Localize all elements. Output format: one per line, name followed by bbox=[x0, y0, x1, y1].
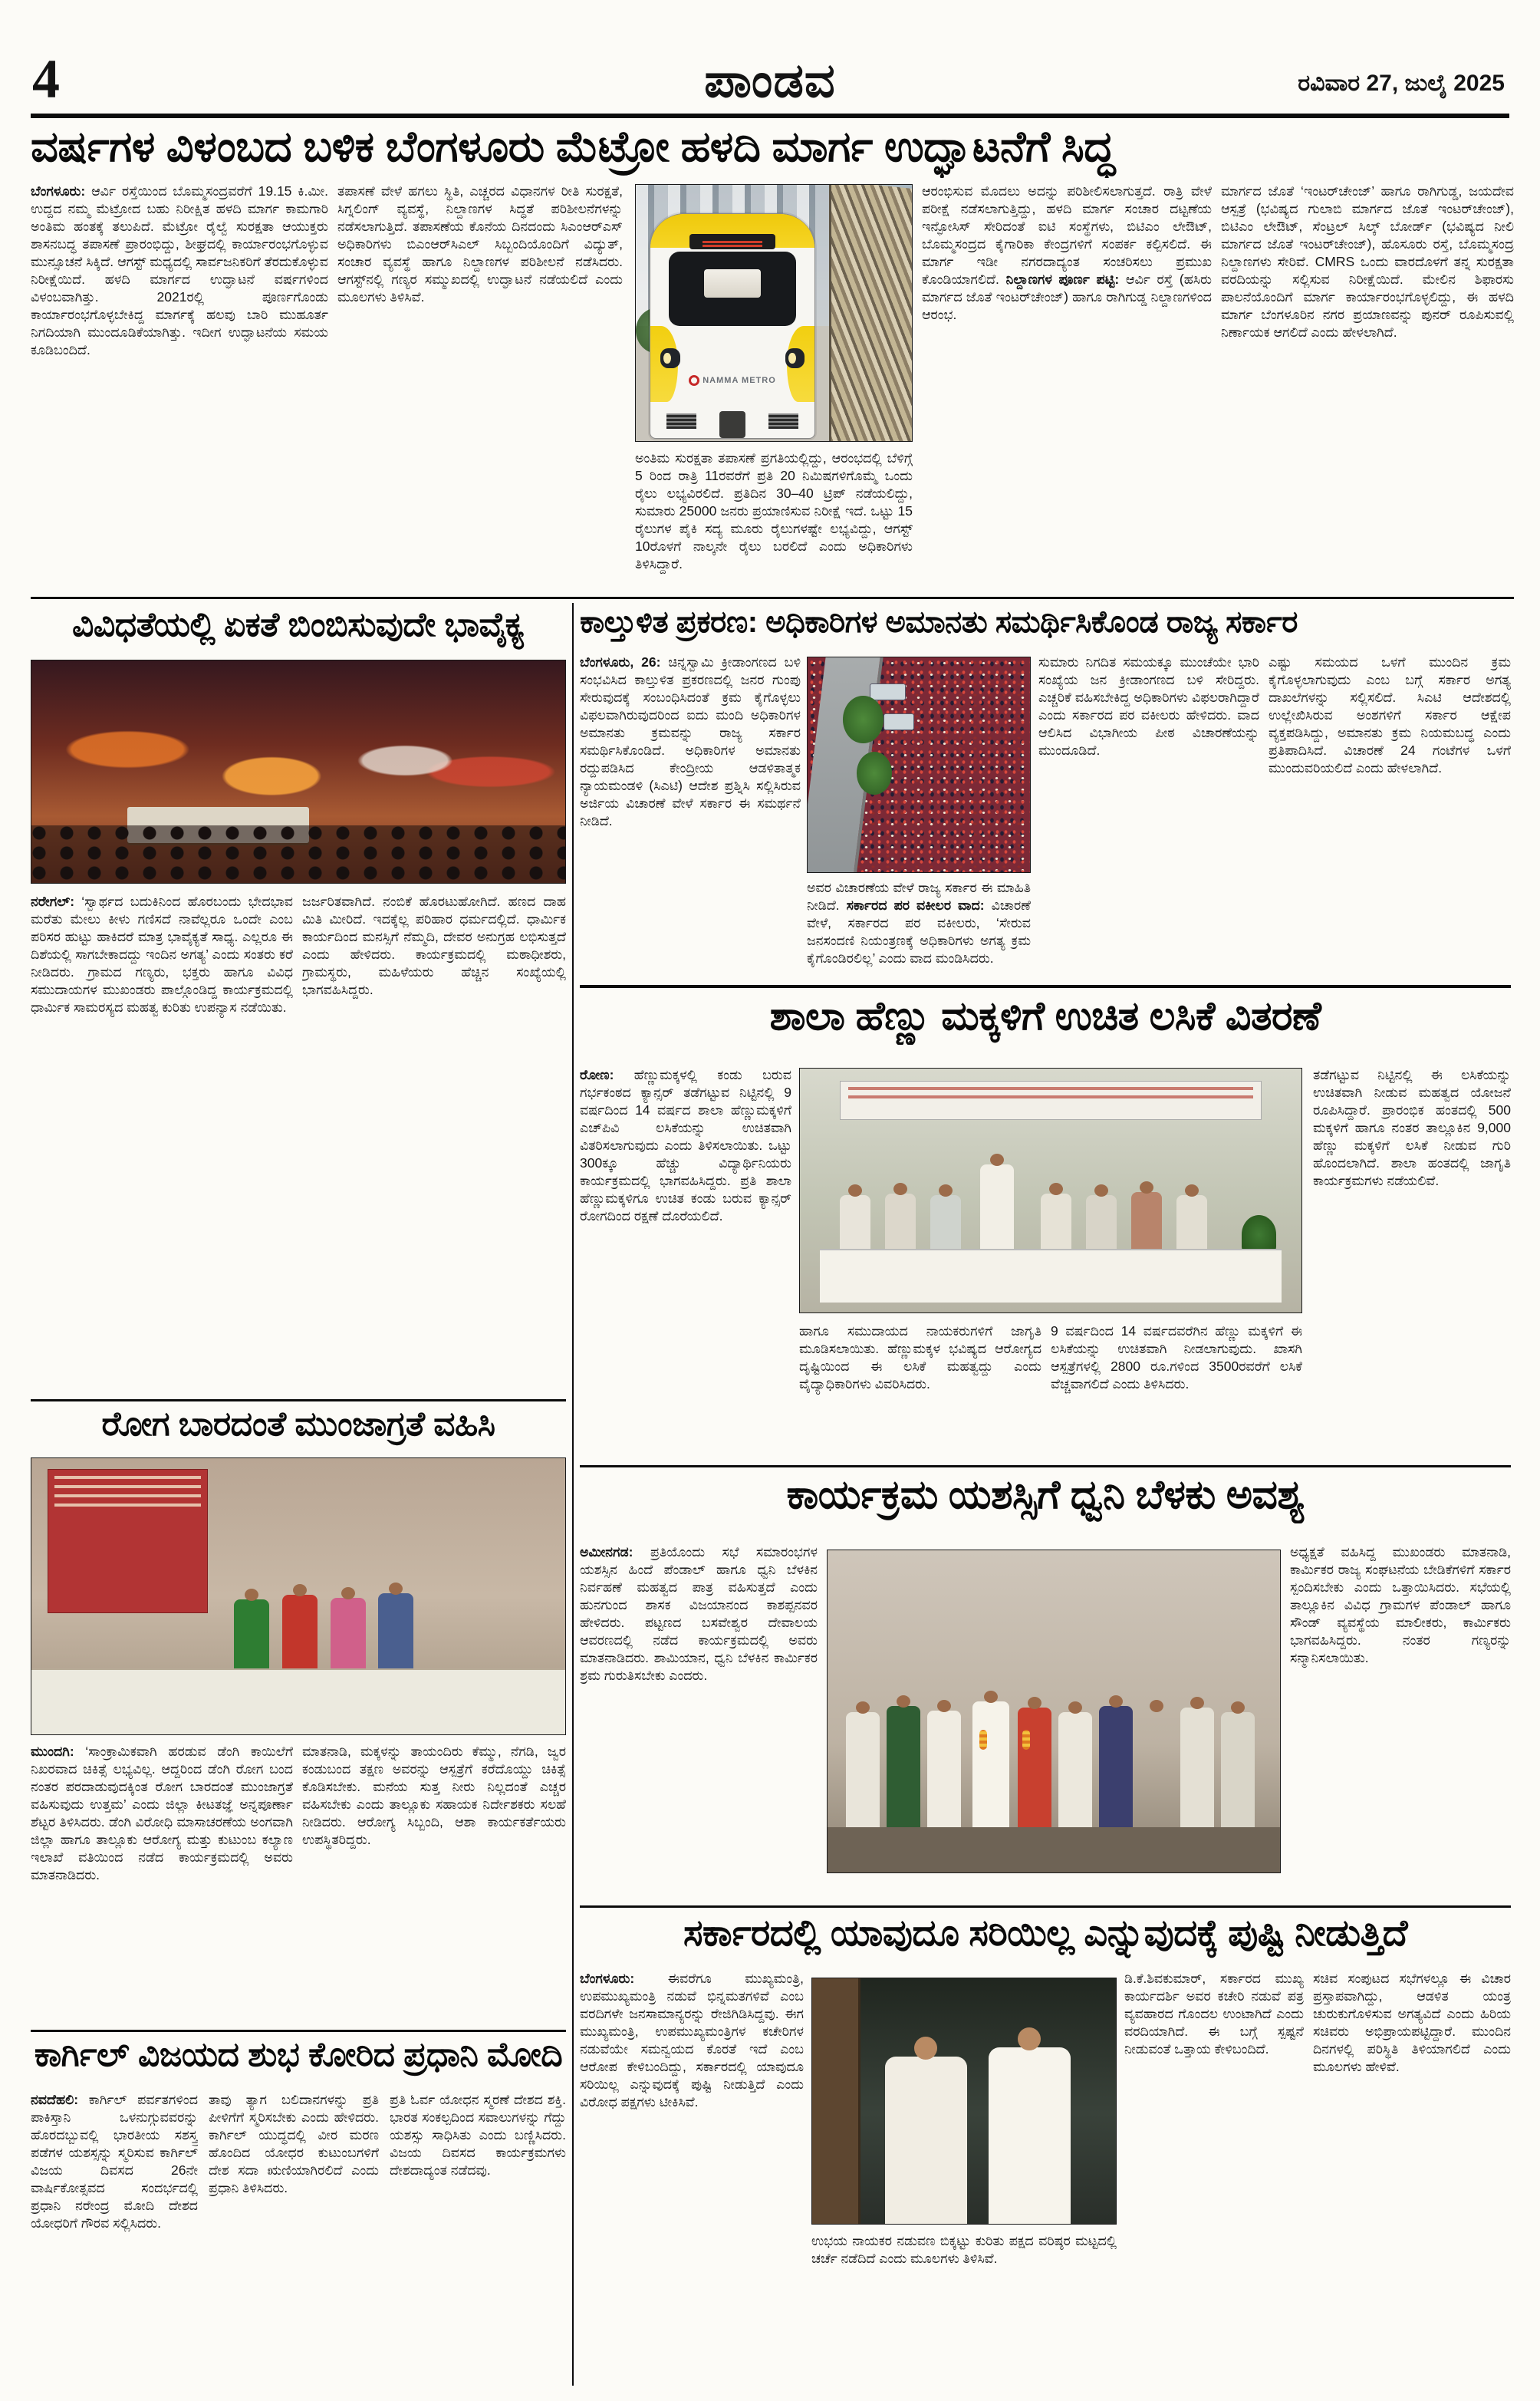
table-with-cloth bbox=[31, 1668, 565, 1734]
person-figure bbox=[846, 1712, 880, 1827]
government-leaders-photo bbox=[811, 1978, 1117, 2225]
yellow-metro-train bbox=[650, 213, 815, 439]
disease-col1: ಮುಂದಗಿ: ‘ಸಾಂಕ್ರಾಮಿಕವಾಗಿ ಹರಡುವ ಡೆಂಗಿ ಕಾಯಿಲೆಗೆ ನಿಖರವಾದ ಚಿಕಿತ್ಸೆ ಲಭ್ಯವಿಲ್ಲ. ಆದ್ದರಿಂದ ಡೆಂಗಿ ರೋಗ ಬಂದ ನಂತರ ಪರದಾಡುವುದಕ್ಕಿಂತ ರೋಗ ಬಾರದಂತೆ ಮುಂಜಾಗ್ರತೆ ವಹಿಸುವುದು ಉತ್ತಮ’ ಎಂದು ಜಿಲ್ಲಾ ಕೀಟತಜ್ಞೆ ಅನ್ನಪೂರ್ಣಾ ಶೆಟ್ಟರ ತಿಳಿಸಿದರು. ಡೆಂಗಿ ವಿರೋಧಿ ಮಾಸಾಚರಣೆಯ ಅಂಗವಾಗಿ ಜಿಲ್ಲಾ ಹಾಗೂ ತಾಲ್ಲೂಕು ಆರೋಗ್ಯ ಮತ್ತು ಕುಟುಂಬ ಕಲ್ಯಾಣ ಇಲಾಖೆ ವತಿಯಿಂದ ನಡೆದ ಕಾರ್ಯಕ್ರಮದಲ್ಲಿ ಅವರು ಮಾತನಾಡಿದರು. bbox=[31, 1744, 293, 1882]
person-figure bbox=[1221, 1712, 1255, 1827]
program-group-photo bbox=[827, 1550, 1281, 1873]
stampede-col3: ಸುಮಾರು ನಿಗದಿತ ಸಮಯಕ್ಕೂ ಮುಂಚೆಯೇ ಭಾರಿ ಸಂಖ್ಯೆಯ ಜನ ಕ್ರೀಡಾಂಗಣದ ಬಳಿ ಸೇರಿದ್ದರು. ಎಚ್ಚರಿಕೆ ವಹಿಸಬೇಕಿದ್ದ ಅಧಿಕಾರಿಗಳು ವಿಫಲರಾಗಿದ್ದಾರೆ ಎಂದು ಸರ್ಕಾರದ ಪರ ವಕೀಲರು ಹೇಳಿದರು. ವಾದ ಆಲಿಸಿದ ವಿಭಾಗೀಯ ಪೀಠ ವಿಚಾರಣೆಯನ್ನು ಮುಂದೂಡಿದೆ. bbox=[1038, 654, 1259, 758]
program-col1: ಅಮೀನಗಡ: ಪ್ರತಿಯೊಂದು ಸಭೆ ಸಮಾರಂಭಗಳ ಯಶಸ್ಸಿನ ಹಿಂದೆ ಪೆಂಡಾಲ್ ಹಾಗೂ ಧ್ವನಿ ಬೆಳಕಿನ ನಿರ್ವಹಣೆ ಮಹತ್ವದ ಪಾತ್ರ ವಹಿಸುತ್ತದೆ ಎಂದು ಹುನಗುಂದ ಶಾಸಕ ವಿಜಯಾನಂದ ಕಾಶಪ್ಪನವರ ಹೇಳಿದರು. ಪಟ್ಟಣದ ಬಸವೇಶ್ವರ ದೇವಾಲಯ ಆವರಣದಲ್ಲಿ ನಡೆದ ಕಾರ್ಯಕ್ರಮದಲ್ಲಿ ಅವರು ಮಾತನಾಡಿದರು. ಶಾಮಿಯಾನ, ಧ್ವನಿ ಬೆಳಕಿನ ಕಾರ್ಮಿಕರ ಶ್ರಮ ಗುರುತಿಸಬೇಕು ಎಂದರು. bbox=[580, 1544, 818, 1683]
rule-vaccine-program bbox=[580, 1465, 1511, 1467]
wooden-door bbox=[812, 1978, 860, 2224]
government-below-photo: ಉಭಯ ನಾಯಕರ ನಡುವಣ ಬಿಕ್ಕಟ್ಟು ಕುರಿತು ಪಕ್ಷದ ವರಿಷ್ಠರ ಮಟ್ಟದಲ್ಲಿ ಚರ್ಚೆ ನಡೆದಿದೆ ಎಂದು ಮೂಲಗಳು ತಿಳಿಸಿವೆ. bbox=[811, 2233, 1117, 2266]
masthead: ಪಾಂಡವ bbox=[704, 54, 836, 107]
audience-heads bbox=[31, 825, 565, 883]
tree bbox=[857, 752, 892, 795]
stampede-col2: ಅವರ ವಿಚಾರಣೆಯ ವೇಳೆ ರಾಜ್ಯ ಸರ್ಕಾರ ಈ ಮಾಹಿತಿ ನೀಡಿದೆ. ಸರ್ಕಾರದ ಪರ ವಕೀಲರ ವಾದ: ವಿಚಾರಣೆ ವೇಳೆ, ಸರ್ಕಾರದ ಪರ ವಕೀಲರು, ‘ಸೇರುವ ಜನಸಂದಣಿ ನಿಯಂತ್ರಣಕ್ಕೆ ಅಧಿಕಾರಿಗಳು ಅಗತ್ಯ ಕ್ರಮ ಕೈಗೊಂಡಿರಲಿಲ್ಲ’ ಎಂದು ವಾದ ಮಂಡಿಸಿದರು. bbox=[807, 880, 1031, 966]
unity-headline: ವಿವಿಧತೆಯಲ್ಲಿ ಏಕತೆ ಬಿಂಬಿಸುವುದೇ ಭಾವೈಕ್ಯ bbox=[72, 608, 525, 644]
person-figure bbox=[887, 1706, 920, 1827]
lead-col5: ಮಾರ್ಗದ ಜೊತೆ ‘ಇಂಟರ್‌ಚೇಂಜ್’ ಹಾಗೂ ರಾಗಿಗುಡ್ಡ, ಜಯದೇವ ಆಸ್ಪತ್ರೆ (ಭವಿಷ್ಯದ ಗುಲಾಬಿ ಮಾರ್ಗದ ಜೊತೆ ಇಂಟರ್‌ಚೇಂಜ್), ಬಿಟಿಎಂ ಲೇಔಟ್, ಸೆಂಟ್ರಲ್ ಸಿಲ್ಕ್ ಬೋರ್ಡ್ (ಭವಿಷ್ಯದ ನೀಲಿ ಮಾರ್ಗದ ಜೊತೆ ಇಂಟರ್‌ಚೇಂಜ್), ಹೊಸೂರು ರಸ್ತೆ, ಬೊಮ್ಮಸಂದ್ರ ನಿಲ್ದಾಣಗಳು ಸೇರಿವೆ. CMRS ಒಂದು ವಾರದೊಳಗೆ ತನ್ನ ಸುರಕ್ಷತಾ ವರದಿಯನ್ನು ಸಲ್ಲಿಸುವ ನಿರೀಕ್ಷೆಯಿದೆ. ಮೇಲಿನ ಶಿಫಾರಸು ಪಾಲನೆಯೊಂದಿಗೆ ಮಾರ್ಗ ಕಾರ್ಯಾರಂಭಗೊಳ್ಳಲಿದ್ದು, ಈ ಹಳದಿ ಮಾರ್ಗ ಬೆಂಗಳೂರಿನ ನಗರ ಪ್ರಯಾಣವನ್ನು ಪುನರ್‌ ರೂಪಿಸುವಲ್ಲಿ ನಿರ್ಣಾಯಕ ಆಗಲಿದೆ ಎಂದು ಹೇಳಲಾಗಿದೆ. bbox=[1221, 183, 1514, 340]
train-coupler bbox=[719, 411, 745, 438]
person-figure bbox=[885, 1194, 916, 1249]
person-figure bbox=[840, 1195, 870, 1249]
header-rule bbox=[31, 114, 1509, 118]
lead-col1: ಬೆಂಗಳೂರು: ಆರ್ವಿ ರಸ್ತೆಯಿಂದ ಬೊಮ್ಮಸಂದ್ರವರೆಗೆ 19.15 ಕಿ.ಮೀ. ಉದ್ದದ ನಮ್ಮ ಮೆಟ್ರೋದ ಬಹು ನಿರೀಕ್ಷಿತ ಹಳದಿ ಮಾರ್ಗ ಕಾಮಗಾರಿ ಅಂತಿಮ ಹಂತಕ್ಕೆ ತಲುಪಿದೆ. ಮೆಟ್ರೋ ರೈಲ್ವೆ ಸುರಕ್ಷತಾ ಆಯುಕ್ತರು ಶಾಸನಬದ್ಧ ತಪಾಸಣೆ ಪ್ರಾರಂಭಿದ್ದು, ಶೀಘ್ರದಲ್ಲಿ ಕಾರ್ಯಾರಂಭಗೊಳ್ಳುವ ಮುನ್ಸೂಚನೆ ಸಿಕ್ಕಿದೆ. ಆಗಸ್ಟ್ ಮಧ್ಯದಲ್ಲಿ ಸಾರ್ವಜನಿಕರಿಗೆ ತೆರದುಕೊಳ್ಳುವ ನಿರೀಕ್ಷೆಯಿದೆ. ಹಳದಿ ಮಾರ್ಗದ ಉದ್ಘಾಟನೆ ವರ್ಷಗಳಿಂದ ವಿಳಂಬವಾಗಿತ್ತು. 2021ರಲ್ಲಿ ಪೂರ್ಣಗೊಂಡು ಕಾರ್ಯಾರಂಭಗೊಳ್ಳಬೇಕಿದ್ದ ಮಾರ್ಗಕ್ಕೆ ಹಲವು ಬಾರಿ ಮುಹೂರ್ತ ನಿಗದಿಯಾಗಿ ಮುಂದೂಡಿಕೆಯಾಗಿತ್ತು. ಇದೀಗ ಉದ್ಘಾಟನೆಯ ಸಮಯ ಕೂಡಿಬಂದಿದೆ. bbox=[31, 183, 328, 357]
deputy-cm-figure bbox=[989, 2047, 1071, 2224]
government-col1: ಬೆಂಗಳೂರು: ಈವರೆಗೂ ಮುಖ್ಯಮಂತ್ರಿ, ಉಪಮುಖ್ಯಮಂತ್ರಿ ನಡುವೆ ಭಿನ್ನಮತಗಳಿವೆ ಎಂಬ ವರದಿಗಳೇ ಜನಸಾಮಾನ್ಯರನ್ನು ರೇಜಿಗಿಡಿಸಿದ್ದವು. ಈಗ ಮುಖ್ಯಮಂತ್ರಿ, ಉಪಮುಖ್ಯಮಂತ್ರಿಗಳ ಕಚೇರಿಗಳ ನಡುವೆಯೇ ಸಮನ್ವಯದ ಕೊರತೆ ಇದೆ ಎಂಬ ಆರೋಪ ಕೇಳಿಬಂದಿದ್ದು, ಸರ್ಕಾರದಲ್ಲಿ ಯಾವುದೂ ಸರಿಯಿಲ್ಲ ಎನ್ನುವುದಕ್ಕೆ ಪುಷ್ಟಿ ನೀಡುತ್ತಿದೆ ಎಂದು ವಿರೋಧ ಪಕ್ಷಗಳು ಟೀಕಿಸಿವೆ. bbox=[580, 1971, 804, 2110]
page-number: 4 bbox=[32, 48, 60, 110]
program-banner bbox=[840, 1081, 1261, 1120]
person-figure bbox=[378, 1593, 413, 1668]
lead-col2: ತಪಾಸಣೆ ವೇಳೆ ಹಗಲು ಸ್ಥಿತಿ, ಎಚ್ಚರದ ವಿಧಾನಗಳ ರೀತಿ ಸುರಕ್ಷತೆ, ಸಿಗ್ನಲಿಂಗ್ ವ್ಯವಸ್ಥೆ, ನಿಲ್ದಾಣಗಳ ಸಿದ್ಧತೆ ಪರಿಶೀಲನೆಗಳನ್ನು ನಡೆಸಲಾಗುತ್ತಿದೆ. ತಪಾಸಣೆಯ ಕೊನೆಯ ದಿನದಂದು ಸಿಎಂಆರ್‌ಎಸ್ ಅಧಿಕಾರಿಗಳು ಬಿಎಂಆರ್‌ಸಿಎಲ್ ಸಿಬ್ಬಂದಿಯೊಂದಿಗೆ ವಿದ್ಯುತ್, ಸಂಚಾರ ವ್ಯವಸ್ಥೆ ಹಾಗೂ ನಿಲ್ದಾಣಗಳ ಪರಿಶೀಲನೆ ನಡೆಸಿದರು. ಆಗಸ್ಟ್‌ನಲ್ಲಿ ಗಣ್ಯರ ಸಮ್ಮುಖದಲ್ಲಿ ಉದ್ಘಾಟನೆ ನಡೆಯಲಿದೆ ಎಂದು ಮೂಲಗಳು ತಿಳಿಸಿವೆ. bbox=[337, 183, 623, 305]
headlight-right bbox=[785, 348, 805, 368]
person-figure bbox=[331, 1598, 366, 1668]
stampede-col4: ಎಷ್ಟು ಸಮಯದ ಒಳಗೆ ಮುಂದಿನ ಕ್ರಮ ಕೈಗೊಳ್ಳಲಾಗುವುದು ಎಂಬ ಬಗ್ಗೆ ಸರ್ಕಾರ ಅಗತ್ಯ ದಾಖಲೆಗಳನ್ನು ಸಲ್ಲಿಸಲಿದೆ. ಸಿಎಟಿ ಆದೇಶದಲ್ಲಿ ಉಲ್ಲೇಖಿಸಿರುವ ಅಂಶಗಳಿಗೆ ಸರ್ಕಾರ ಆಕ್ಷೇಪ ವ್ಯಕ್ತಪಡಿಸಿದ್ದು, ಅಮಾನತು ಕ್ರಮ ನಿಯಮಬದ್ಧ ಎಂದು ಪ್ರತಿಪಾದಿಸಿದೆ. ವಿಚಾರಣೆ 24 ಗಂಟೆಗಳ ಒಳಗೆ ಮುಂದುವರಿಯಲಿದೆ ಎಂದು ಹೇಳಲಾಗಿದೆ. bbox=[1269, 654, 1511, 776]
person-figure bbox=[1041, 1194, 1071, 1249]
stampede-crowd-photo bbox=[807, 657, 1031, 873]
train-windshield bbox=[669, 252, 797, 325]
dateline: ಬೆಂಗಳೂರು: bbox=[31, 183, 86, 199]
garland bbox=[1022, 1730, 1030, 1750]
lead-headline: ವರ್ಷಗಳ ವಿಳಂಬದ ಬಳಿಕ ಬೆಂಗಳೂರು ಮೆಟ್ರೋ ಹಳದಿ ಮಾರ್ಗ ಉದ್ಘಾಟನೆಗೆ ಸಿದ್ಧ bbox=[31, 124, 1115, 170]
cab-window bbox=[704, 269, 760, 298]
floor bbox=[828, 1827, 1280, 1872]
lead-col3: ಅಂತಿಮ ಸುರಕ್ಷತಾ ತಪಾಸಣೆ ಪ್ರಗತಿಯಲ್ಲಿದ್ದು, ಆರಂಭದಲ್ಲಿ ಬೆಳಿಗ್ಗೆ 5 ರಿಂದ ರಾತ್ರಿ 11ರವರೆಗೆ ಪ್ರತಿ 20 ನಿಮಿಷಗಳಿಗೊಮ್ಮೆ ಒಂದು ರೈಲು ಲಭ್ಯವಿರಲಿದೆ. ಪ್ರತಿದಿನ 30–40 ಟ್ರಿಪ್ ನಡೆಯಲಿದ್ದು, ಸುಮಾರು 25000 ಜನರು ಪ್ರಯಾಣಿಸುವ ನಿರೀಕ್ಷೆ ಇದೆ. ಒಟ್ಟು 15 ರೈಲುಗಳ ಪೈಕಿ ಸದ್ಯ ಮೂರು ರೈಲುಗಳಷ್ಟೇ ಲಭ್ಯವಿದ್ದು, ಆಗಸ್ಟ್ 10ರೊಳಗೆ ನಾಲ್ಕನೇ ರೈಲು ಬರಲಿದೆ ಎಂದು ಅಧಿಕಾರಿಗಳು ತಿಳಿಸಿದ್ದಾರೆ. bbox=[635, 450, 913, 571]
vaccine-mid1: ಹಾಗೂ ಸಮುದಾಯದ ನಾಯಕರುಗಳಿಗೆ ಜಾಗೃತಿ ಮೂಡಿಸಲಾಯಿತು. ಹೆಣ್ಣುಮಕ್ಕಳ ಭವಿಷ್ಯದ ಆರೋಗ್ಯದ ದೃಷ್ಟಿಯಿಂದ ಈ ಲಸಿಕೆ ಮಹತ್ವದ್ದು ಎಂದು ವೈದ್ಯಾಧಿಕಾರಿಗಳು ವಿವರಿಸಿದರು. bbox=[799, 1323, 1041, 1392]
namma-metro-logo: NAMMA METRO bbox=[650, 375, 814, 386]
person-figure bbox=[927, 1711, 961, 1827]
train-grill-left bbox=[666, 413, 696, 429]
person-figure bbox=[234, 1599, 269, 1668]
person-figure bbox=[1176, 1195, 1207, 1249]
metro-viaduct-track bbox=[829, 184, 913, 442]
kargil-col2: ತಾವು ತ್ಯಾಗ ಬಲಿದಾನಗಳನ್ನು ಪ್ರತಿ ಪೀಳಿಗೆಗೆ ಸ್ಮರಿಸಬೇಕು ಎಂದು ಹೇಳಿದರು. ಕಾರ್ಗಿಲ್ ಯುದ್ಧದಲ್ಲಿ ವೀರ ಮರಣ ಹೊಂದಿದ ಯೋಧರ ಕುಟುಂಬಗಳಿಗೆ ದೇಶ ಸದಾ ಋಣಿಯಾಗಿರಲಿದೆ ಎಂದು ಪ್ರಧಾನಿ ತಿಳಿಸಿದರು. bbox=[209, 2092, 379, 2195]
disease-meeting-photo bbox=[31, 1457, 566, 1735]
vaccine-mid2: 9 ವರ್ಷದಿಂದ 14 ವರ್ಷದವರೆಗಿನ ಹೆಣ್ಣು ಮಕ್ಕಳಿಗೆ ಈ ಲಸಿಕೆಯನ್ನು ಉಚಿತವಾಗಿ ನೀಡಲಾಗುವುದು. ಖಾಸಗಿ ಆಸ್ಪತ್ರೆಗಳಲ್ಲಿ 2800 ರೂ.ಗಳಿಂದ 3500ರವರೆಗೆ ಲಸಿಕೆ ವೆಚ್ಚವಾಗಲಿದೆ ಎಂದು ತಿಳಿಸಿದರು. bbox=[1051, 1323, 1302, 1392]
program-headline: ಕಾರ್ಯಕ್ರಮ ಯಶಸ್ಸಿಗೆ ಧ್ವನಿ ಬೆಳಕು ಅವಶ್ಯ bbox=[786, 1474, 1305, 1517]
vehicle bbox=[884, 713, 915, 730]
dais-table bbox=[820, 1249, 1282, 1303]
destination-board bbox=[689, 234, 775, 249]
metro-train-photo bbox=[635, 184, 913, 442]
stations-list-label: ನಿಲ್ದಾಣಗಳ ಪೂರ್ಣ ಪಟ್ಟಿ: bbox=[1005, 272, 1120, 287]
person-figure bbox=[1180, 1708, 1214, 1827]
vehicle bbox=[870, 683, 905, 700]
disease-col2: ಮಾತನಾಡಿ, ಮಕ್ಕಳನ್ನು ತಾಯಂದಿರು ಕೆಮ್ಮು, ನೆಗಡಿ, ಜ್ವರ ಕಂಡುಬಂದ ತಕ್ಷಣ ಅವರನ್ನು ಆಸ್ಪತ್ರೆಗೆ ಕರೆದೊಯ್ದು ಚಿಕಿತ್ಸೆ ಕೊಡಿಸಬೇಕು. ಮನೆಯ ಸುತ್ತ ನೀರು ನಿಲ್ಲದಂತೆ ಎಚ್ಚರ ವಹಿಸಬೇಕು ಎಂದು ತಾಲ್ಲೂಕು ಸಹಾಯಕ ನಿರ್ದೇಶಕರು ಸಲಹೆ ನೀಡಿದರು. ಆರೋಗ್ಯ ಸಿಬ್ಬಂದಿ, ಆಶಾ ಕಾರ್ಯಕರ್ತೆಯರು ಉಪಸ್ಥಿತರಿದ್ದರು. bbox=[302, 1744, 566, 1847]
stampede-headline: ಕಾಲ್ತುಳಿತ ಪ್ರಕರಣ: ಅಧಿಕಾರಿಗಳ ಅಮಾನತು ಸಮರ್ಥಿಸಿಕೊಂಡ ರಾಜ್ಯ ಸರ್ಕಾರ bbox=[580, 606, 1298, 639]
potted-plant bbox=[1242, 1215, 1277, 1254]
vaccine-headline: ಶಾಲಾ ಹೆಣ್ಣು ಮಕ್ಕಳಿಗೆ ಉಚಿತ ಲಸಿಕೆ ವಿತರಣೆ bbox=[769, 996, 1321, 1039]
event-banner bbox=[48, 1469, 208, 1612]
program-col2: ಅಧ್ಯಕ್ಷತೆ ವಹಿಸಿದ್ದ ಮುಖಂಡರು ಮಾತನಾಡಿ, ಕಾರ್ಮಿಕರ ರಾಜ್ಯ ಸಂಘಟನೆಯ ಬೇಡಿಕೆಗಳಿಗೆ ಸರ್ಕಾರ ಸ್ಪಂದಿಸಬೇಕು ಎಂದು ಒತ್ತಾಯಿಸಿದರು. ಸಭೆಯಲ್ಲಿ ತಾಲ್ಲೂಕಿನ ವಿವಿಧ ಗ್ರಾಮಗಳ ಪೆಂಡಾಲ್ ಹಾಗೂ ಸೌಂಡ್ ವ್ಯವಸ್ಥೆಯ ಮಾಲೀಕರು, ಕಾರ್ಮಿಕರು ಭಾಗವಹಿಸಿದ್ದರು. ನಂತರ ಗಣ್ಯರನ್ನು ಸನ್ಮಾನಿಸಲಾಯಿತು. bbox=[1290, 1544, 1511, 1665]
rule-stampede-vaccine bbox=[580, 985, 1511, 988]
unity-stage-photo bbox=[31, 660, 566, 884]
kargil-headline: ಕಾರ್ಗಿಲ್ ವಿಜಯದ ಶುಭ ಕೋರಿದ ಪ್ರಧಾನಿ ಮೋದಿ bbox=[34, 2037, 563, 2073]
vaccine-dais-photo bbox=[799, 1068, 1302, 1313]
issue-date: ರವಿವಾರ 27, ಜುಲೈ 2025 bbox=[1298, 71, 1505, 96]
kargil-col3: ಪ್ರತಿ ಓರ್ವ ಯೋಧನ ಸ್ಮರಣೆ ದೇಶದ ಶಕ್ತಿ. ಭಾರತ ಸಂಕಲ್ಪದಿಂದ ಸವಾಲುಗಳನ್ನು ಗೆದ್ದು ಯಶಸ್ಸು ಸಾಧಿಸಿತು ಎಂದು ಬಣ್ಣಿಸಿದರು. ವಿಜಯ ದಿವಸದ ಕಾರ್ಯಕ್ರಮಗಳು ದೇಶದಾದ್ಯಂತ ನಡೆದವು. bbox=[390, 2092, 566, 2178]
government-col4: ಸಚಿವ ಸಂಪುಟದ ಸಭೆಗಳಲ್ಲೂ ಈ ವಿಚಾರ ಪ್ರಸ್ತಾಪವಾಗಿದ್ದು, ಆಡಳಿತ ಯಂತ್ರ ಚುರುಕುಗೊಳಿಸುವ ಅಗತ್ಯವಿದೆ ಎಂದು ಹಿರಿಯ ಸಚಿವರು ಅಭಿಪ್ರಾಯಪಟ್ಟಿದ್ದಾರೆ. ಮುಂದಿನ ದಿನಗಳಲ್ಲಿ ಪರಿಸ್ಥಿತಿ ತಿಳಿಯಾಗಲಿದೆ ಎಂದು ಮೂಲಗಳು ಹೇಳಿವೆ. bbox=[1313, 1971, 1511, 2074]
vaccine-col1: ರೋಣ: ಹೆಣ್ಣುಮಕ್ಕಳಲ್ಲಿ ಕಂಡು ಬರುವ ಗರ್ಭಕಂಠದ ಕ್ಯಾನ್ಸರ್ ತಡೆಗಟ್ಟುವ ನಿಟ್ಟಿನಲ್ಲಿ 9 ವರ್ಷದಿಂದ 14 ವರ್ಷದ ಶಾಲಾ ಹೆಣ್ಣುಮಕ್ಕಳಿಗೆ ಎಚ್‌ಪಿವಿ ಲಸಿಕೆಯನ್ನು ಉಚಿತವಾಗಿ ವಿತರಿಸಲಾಗುವುದು ಎಂದು ತಿಳಿಸಲಾಯಿತು. ಒಟ್ಟು 300ಕ್ಕೂ ಹೆಚ್ಚು ವಿದ್ಯಾರ್ಥಿನಿಯರು ಕಾರ್ಯಕ್ರಮದಲ್ಲಿ ಭಾಗವಹಿಸಿದ್ದರು. ಪ್ರತಿ ಶಾಲಾ ಹೆಣ್ಣುಮಕ್ಕಳಿಗೂ ಉಚಿತ ಕಂಡು ಬರುವ ಕ್ಯಾನ್ಸರ್ ರೋಗದಿಂದ ರಕ್ಷಣೆ ದೊರೆಯಲಿದೆ. bbox=[580, 1067, 791, 1224]
stampede-col1: ಬೆಂಗಳೂರು, 26: ಚಿನ್ನಸ್ವಾಮಿ ಕ್ರೀಡಾಂಗಣದ ಬಳಿ ಸಂಭವಿಸಿದ ಕಾಲ್ತುಳಿತ ಪ್ರಕರಣದಲ್ಲಿ ಜನರ ಗುಂಪು ಸೇರುವುದಕ್ಕೆ ಸಂಬಂಧಿಸಿದಂತೆ ಕ್ರಮ ಕೈಗೊಳ್ಳಲು ವಿಫಲವಾಗಿರುವುದರಿಂದ ಐದು ಮಂದಿ ಅಧಿಕಾರಿಗಳ ಅಮಾನತು ಕ್ರಮವನ್ನು ರಾಜ್ಯ ಸರ್ಕಾರ ಸಮರ್ಥಿಸಿಕೊಂಡಿದೆ. ಅಧಿಕಾರಿಗಳ ಅಮಾನತು ರದ್ದುಪಡಿಸಿದ ಕೇಂದ್ರೀಯ ಆಡಳಿತಾತ್ಮಕ ನ್ಯಾಯಮಂಡಳಿ (ಸಿಎಟಿ) ಆದೇಶ ಪ್ರಶ್ನಿಸಿ ಸಲ್ಲಿಸಿರುವ ಅರ್ಜಿಯ ವಿಚಾರಣೆ ವೇಳೆ ಸರ್ಕಾರ ಈ ಸಮರ್ಥನೆ ನೀಡಿದೆ. bbox=[580, 654, 801, 828]
unity-col2: ಜರ್ಜರಿತವಾಗಿದೆ. ನಂಬಿಕೆ ಹೊರಟುಹೋಗಿದೆ. ಹಣದ ದಾಹ ಮಿತಿ ಮೀರಿದೆ. ಇದಕ್ಕೆಲ್ಲ ಪರಿಹಾರ ಧರ್ಮದಲ್ಲಿದೆ. ಧಾರ್ಮಿಕ ಕಾರ್ಯದಿಂದ ಮನಸ್ಸಿಗೆ ನೆಮ್ಮದಿ, ದೇವರ ಅನುಗ್ರಹ ಲಭಿಸುತ್ತದೆ ಎಂದು ಹೇಳಿದರು. ಕಾರ್ಯಕ್ರಮದಲ್ಲಿ ಮಠಾಧೀಶರು, ಗ್ರಾಮಸ್ಥರು, ಮಹಿಳೆಯರು ಹೆಚ್ಚಿನ ಸಂಖ್ಯೆಯಲ್ಲಿ ಭಾಗವಹಿಸಿದ್ದರು. bbox=[302, 894, 566, 997]
train-grill-right bbox=[768, 413, 798, 429]
tree bbox=[843, 696, 883, 743]
person-figure bbox=[1086, 1195, 1117, 1249]
person-figure bbox=[1140, 1711, 1173, 1827]
disease-headline: ರೋಗ ಬಾರದಂತೆ ಮುಂಜಾಗ್ರತೆ ವಹಿಸಿ bbox=[101, 1407, 495, 1443]
section-rule-top bbox=[31, 597, 1514, 599]
person-figure bbox=[930, 1195, 961, 1249]
vaccine-col4: ತಡೆಗಟ್ಟುವ ನಿಟ್ಟಿನಲ್ಲಿ ಈ ಲಸಿಕೆಯನ್ನು ಉಚಿತವಾಗಿ ನೀಡುವ ಮಹತ್ವದ ಯೋಜನೆ ರೂಪಿಸಿದ್ದಾರೆ. ಪ್ರಾರಂಭಿಕ ಹಂತದಲ್ಲಿ 500 ಮಕ್ಕಳಿಗೆ ಹಾಗೂ ನಂತರ ತಾಲ್ಲೂಕಿನ 9,000 ಹೆಣ್ಣು ಮಕ್ಕಳಿಗೆ ಲಸಿಕೆ ನೀಡುವ ಗುರಿ ಹೊಂದಲಾಗಿದೆ. ಶಾಲಾ ಹಂತದಲ್ಲಿ ಜಾಗೃತಿ ಕಾರ್ಯಕ್ರಮಗಳು ನಡೆಯಲಿವೆ. bbox=[1313, 1067, 1511, 1188]
metro-logo-ring-icon bbox=[689, 375, 699, 386]
person-figure bbox=[1058, 1712, 1092, 1827]
lead-col4: ಆರಂಭಿಸುವ ಮೊದಲು ಅದನ್ನು ಪರಿಶೀಲಿಸಲಾಗುತ್ತದೆ. ರಾತ್ರಿ ವೇಳೆ ಪರೀಕ್ಷೆ ನಡೆಸಲಾಗುತ್ತಿದ್ದು, ಹಳದಿ ಮಾರ್ಗ ಸಂಚಾರ ದಟ್ಟಣೆಯ ಇನ್ಫೋಸಿಸ್ ಸೇರಿದಂತೆ ಐಟಿ ಸಂಸ್ಥೆಗಳು, ಬಿಟಿಎಂ ಲೇಔಟ್, ಬೊಮ್ಮಸಂದ್ರದ ಕೈಗಾರಿಕಾ ಕೇಂದ್ರಗಳಿಗೆ ಸಂಪರ್ಕ ಕಲ್ಪಿಸಲಿದೆ. ಈ ಮಾರ್ಗ ಇಡೀ ನಗರದಾದ್ಯಂತ ಸಂಚರಿಸಲು ಪ್ರಮುಖ ಕೊಂಡಿಯಾಗಲಿದೆ. ನಿಲ್ದಾಣಗಳ ಪೂರ್ಣ ಪಟ್ಟಿ: ಆರ್ವಿ ರಸ್ತೆ (ಹಸಿರು ಮಾರ್ಗದ ಜೊತೆ ಇಂಟರ್‌ಚೇಂಜ್) ಹಾಗೂ ರಾಗಿಗುಡ್ಡ ನಿಲ್ದಾಣಗಳಿಂದ ಆರಂಭ. bbox=[922, 183, 1212, 322]
rule-program-government bbox=[580, 1905, 1511, 1908]
center-column-rule bbox=[572, 603, 574, 2386]
garland bbox=[979, 1730, 987, 1750]
stampede-subhead: ಸರ್ಕಾರದ ಪರ ವಕೀಲರ ವಾದ: bbox=[846, 897, 985, 913]
cm-figure bbox=[885, 2057, 967, 2224]
rule-disease-kargil bbox=[31, 2030, 566, 2032]
person-figure bbox=[1099, 1706, 1133, 1827]
rule-unity-disease bbox=[31, 1399, 566, 1401]
kargil-col1: ನವದೆಹಲಿ: ಕಾರ್ಗಿಲ್ ಪರ್ವತಗಳಿಂದ ಪಾಕಿಸ್ತಾನಿ ಒಳನುಗ್ಗುವವರನ್ನು ಹೊರದಬ್ಬುವಲ್ಲಿ ಭಾರತೀಯ ಸಶಸ್ತ್ರ ಪಡೆಗಳ ಯಶಸ್ಸನ್ನು ಸ್ಮರಿಸುವ ಕಾರ್ಗಿಲ್ ವಿಜಯ ದಿವಸದ 26ನೇ ವಾರ್ಷಿಕೋತ್ಸವದ ಸಂದರ್ಭದಲ್ಲಿ ಪ್ರಧಾನಿ ನರೇಂದ್ರ ಮೋದಿ ದೇಶದ ಯೋಧರಿಗೆ ಗೌರವ ಸಲ್ಲಿಸಿದರು. bbox=[31, 2092, 198, 2231]
person-figure bbox=[282, 1595, 318, 1668]
person-figure bbox=[1131, 1192, 1162, 1249]
government-col3: ಡಿ.ಕೆ.ಶಿವಕುಮಾರ್, ಸರ್ಕಾರದ ಮುಖ್ಯ ಕಾರ್ಯದರ್ಶಿ ಅವರ ಕಚೇರಿ ನಡುವೆ ಪತ್ರ ವ್ಯವಹಾರದ ಗೊಂದಲ ಉಂಟಾಗಿದೆ ಎಂದು ವರದಿಯಾಗಿದೆ. ಈ ಬಗ್ಗೆ ಸ್ಪಷ್ಟನೆ ನೀಡುವಂತೆ ಒತ್ತಾಯ ಕೇಳಿಬಂದಿದೆ. bbox=[1124, 1971, 1304, 2057]
headlight-left bbox=[660, 348, 680, 368]
mla-figure bbox=[972, 1701, 1009, 1827]
standing-speaker-figure bbox=[980, 1164, 1014, 1249]
person-figure bbox=[1018, 1708, 1051, 1827]
unity-col1: ನರೇಗಲ್: ‘ಸ್ವಾರ್ಥದ ಬದುಕಿನಿಂದ ಹೊರಬಂದು ಭೇದಭಾವ ಮರೆತು ಮೇಲು ಕೀಳು ಗಣಿಸದೆ ನಾವೆಲ್ಲರೂ ಒಂದೇ ಎಂಬ ಪರಿಸರ ಹುಟ್ಟು ಹಾಕಿದರೆ ಮಾತ್ರ ಭಾವೈಕ್ಯತೆ ಸಾಧ್ಯ. ಎಲ್ಲರೂ ಈ ದಿಶೆಯಲ್ಲಿ ಸಾಗಬೇಕಾದದ್ದು ಇಂದಿನ ಅಗತ್ಯ’ ಎಂದು ಸಂತರು ಕರೆ ನೀಡಿದರು. ಗ್ರಾಮದ ಗಣ್ಯರು, ಭಕ್ತರು ಹಾಗೂ ವಿವಿಧ ಸಮುದಾಯಗಳ ಮುಖಂಡರು ಪಾಲ್ಗೊಂಡಿದ್ದ ಕಾರ್ಯಕ್ರಮದಲ್ಲಿ ಧಾರ್ಮಿಕ ಸಾಮರಸ್ಯದ ಮಹತ್ವ ಕುರಿತು ಉಪನ್ಯಾಸ ನಡೆಯಿತು. bbox=[31, 894, 293, 1015]
government-headline: ಸರ್ಕಾರದಲ್ಲಿ ಯಾವುದೂ ಸರಿಯಿಲ್ಲ ಎನ್ನುವುದಕ್ಕೆ ಪುಷ್ಟಿ ನೀಡುತ್ತಿದೆ bbox=[683, 1915, 1407, 1954]
